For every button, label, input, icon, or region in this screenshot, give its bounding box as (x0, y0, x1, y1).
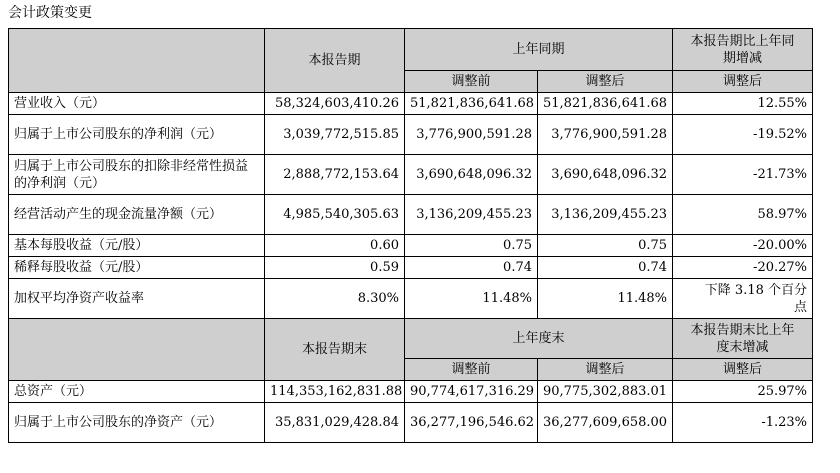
cell-current: 0.60 (265, 235, 405, 257)
table-row (9, 235, 813, 257)
cell-after: 3,776,900,591.28 (538, 115, 673, 155)
page-title: 会计政策变更 (8, 5, 92, 21)
cell-after: 51,821,836,641.68 (538, 93, 673, 115)
row-label-deducted-net-profit: 归属于上市公司股东的扣除非经常性损益的净利润（元） (9, 155, 265, 195)
cell-current: 0.59 (265, 257, 405, 279)
header-period-end: 本报告期末 (265, 319, 405, 381)
cell-current: 114,353,162,831.88 (265, 381, 405, 403)
header-after-change-1: 调整后 (673, 71, 813, 93)
row-label-roe: 加权平均净资产收益率 (9, 279, 265, 319)
header-current-period: 本报告期 (265, 29, 405, 93)
cell-after: 3,136,209,455.23 (538, 195, 673, 235)
cell-current: 35,831,029,428.84 (265, 403, 405, 443)
cell-current: 2,888,772,153.64 (265, 155, 405, 195)
cell-before: 3,136,209,455.23 (405, 195, 538, 235)
header-prior-period: 上年同期 (405, 29, 673, 71)
cell-change-line2: 点 (794, 299, 808, 315)
cell-after: 0.74 (538, 257, 673, 279)
cell-before: 36,277,196,546.62 (405, 403, 538, 443)
row-label-diluted-eps: 稀释每股收益（元/股） (9, 257, 265, 279)
header-after-1: 调整后 (538, 71, 673, 93)
row-label-total-assets: 总资产（元） (9, 381, 265, 403)
header-before-1: 调整前 (405, 71, 538, 93)
table-row (9, 115, 813, 155)
cell-before: 3,690,648,096.32 (405, 155, 538, 195)
table-row (9, 403, 813, 443)
cell-after: 11.48% (538, 279, 673, 319)
cell-before: 11.48% (405, 279, 538, 319)
cell-after: 36,277,609,658.00 (538, 403, 673, 443)
cell-before: 51,821,836,641.68 (405, 93, 538, 115)
table-row (9, 93, 813, 115)
header-change-2-line1: 本报告期末比上年 (690, 322, 795, 338)
row-label-basic-eps: 基本每股收益（元/股） (9, 235, 265, 257)
cell-change (673, 279, 813, 319)
header-change-2 (673, 319, 813, 359)
cell-after: 0.75 (538, 235, 673, 257)
header-prior-year-end: 上年度末 (405, 319, 673, 359)
table-row (9, 155, 813, 195)
cell-change: 58.97% (673, 195, 813, 235)
table-row (9, 195, 813, 235)
cell-change-line1: 下降 3.18 个百分 (704, 282, 808, 298)
cell-change: 25.97% (673, 381, 813, 403)
header-change-1-line2: 期增减 (723, 50, 763, 66)
cell-before: 0.75 (405, 235, 538, 257)
cell-change: -21.73% (673, 155, 813, 195)
header-change-2-line2: 度末增减 (716, 339, 769, 355)
cell-change: -20.00% (673, 235, 813, 257)
header-blank-cell-1 (9, 29, 265, 93)
cell-current: 58,324,603,410.26 (265, 93, 405, 115)
cell-change: 12.55% (673, 93, 813, 115)
table-row (9, 257, 813, 279)
cell-after: 3,690,648,096.32 (538, 155, 673, 195)
header-change-1 (673, 29, 813, 71)
row-label-operating-cash-flow: 经营活动产生的现金流量净额（元） (9, 195, 265, 235)
table-row (9, 279, 813, 319)
header-row-2a (9, 319, 813, 359)
cell-current: 3,039,772,515.85 (265, 115, 405, 155)
header-blank-cell-2 (9, 319, 265, 381)
header-row-1a (9, 29, 813, 71)
header-before-2: 调整前 (405, 359, 538, 381)
header-after-change-2: 调整后 (673, 359, 813, 381)
cell-before: 0.74 (405, 257, 538, 279)
cell-change: -20.27% (673, 257, 813, 279)
cell-current: 4,985,540,305.63 (265, 195, 405, 235)
table-row (9, 381, 813, 403)
cell-before: 90,774,617,316.29 (405, 381, 538, 403)
cell-change: -19.52% (673, 115, 813, 155)
row-label-revenue: 营业收入（元） (9, 93, 265, 115)
cell-current: 8.30% (265, 279, 405, 319)
cell-before: 3,776,900,591.28 (405, 115, 538, 155)
header-change-1-line1: 本报告期比上年同 (690, 33, 795, 49)
cell-after: 90,775,302,883.01 (538, 381, 673, 403)
cell-change: -1.23% (673, 403, 813, 443)
row-label-net-assets: 归属于上市公司股东的净资产（元） (9, 403, 265, 443)
header-after-2: 调整后 (538, 359, 673, 381)
financial-table (8, 28, 813, 443)
row-label-net-profit: 归属于上市公司股东的净利润（元） (9, 115, 265, 155)
